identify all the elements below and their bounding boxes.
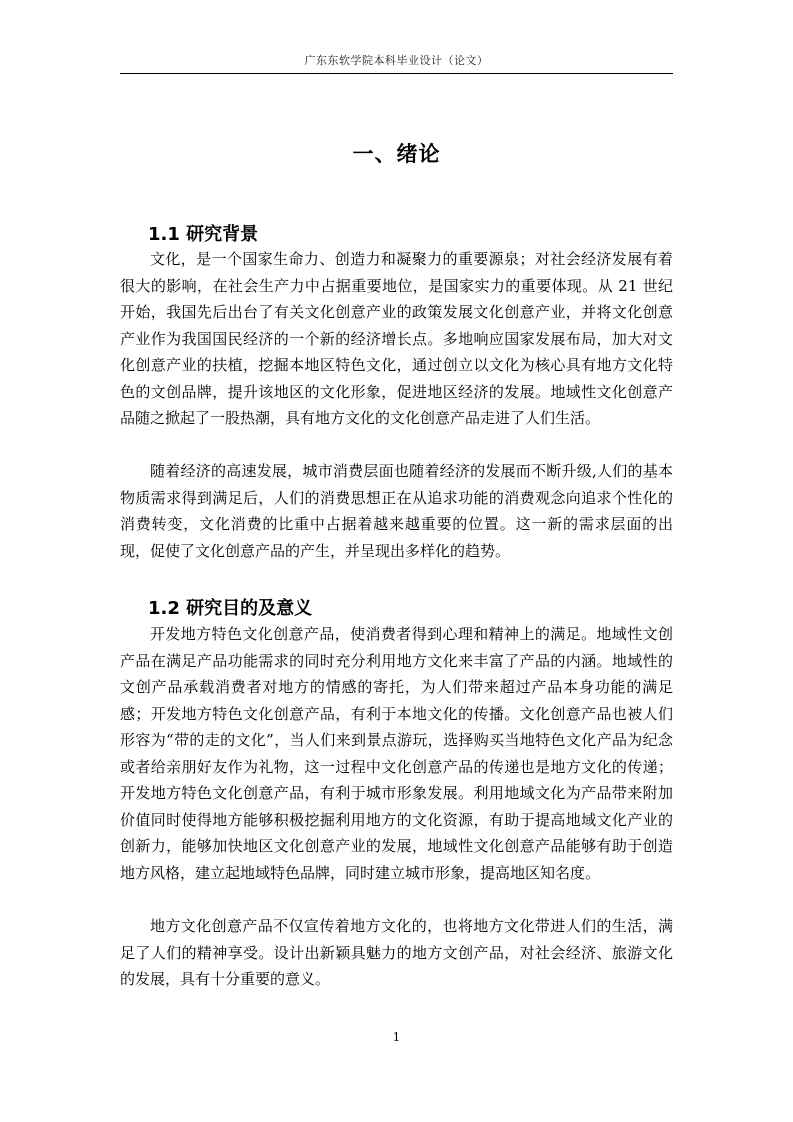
page-number: 1 bbox=[392, 1030, 401, 1044]
section-heading-1-2: 1.2 研究目的及意义 bbox=[148, 598, 313, 619]
header-rule bbox=[120, 73, 673, 74]
paragraph-1-1-a: 文化，是一个国家生命力、创造力和凝聚力的重要源泉；对社会经济发展有着很大的影响，在社会生产力中占据重要地位，是国家实力的重要体现。从 21 世纪开始，我国先后出台了有关文化创意产业的政策发展文化创意产业，并将文化创意产业作为我国国民经济的一个新的经济增长点。多地响应国家发展布局，加大对文化创意产业的扶植，挖掘本地区特色文化，通过创立以文化为核心具有地方文化特色的文创品牌，提升该地区的文化形象，促进地区经济的发展。地域性文化创意产品随之掀起了一股热潮，具有地方文化的文化创意产品走进了人们生活。 bbox=[120, 250, 673, 427]
paragraph-1-1-b: 随着经济的高速发展，城市消费层面也随着经济的发展而不断升级,人们的基本物质需求得到满足后，人们的消费思想正在从追求功能的消费观念向追求个性化的消费转变，文化消费的比重中占据着越来越重要的位置。这一新的需求层面的出现，促使了文化创意产品的产生，并呈现出多样化的趋势。 bbox=[120, 462, 673, 560]
paragraph-1-2-a: 开发地方特色文化创意产品，使消费者得到心理和精神上的满足。地域性文创产品在满足产品功能需求的同时充分利用地方文化来丰富了产品的内涵。地域性的文创产品承载消费者对地方的情感的寄托，为人们带来超过产品本身功能的满足感；开发地方特色文化创意产品，有利于本地文化的传播。文化创意产品也被人们形容为“带的走的文化”，当人们来到景点游玩，选择购买当地特色文化产品为纪念或者给亲朋好友作为礼物，这一过程中文化创意产品的传递也是地方文化的传递；开发地方特色文化创意产品，有利于城市形象发展。利用地域文化为产品带来附加价值同时使得地方能够积极挖掘利用地方的文化资源，有助于提高地域文化产业的创新力，能够加快地区文化创意产业的发展，地域性文化创意产品能够有助于创造地方风格，建立起地域特色品牌，同时建立城市形象，提高地区知名度。 bbox=[120, 625, 673, 882]
paragraph-1-2-b: 地方文化创意产品不仅宣传着地方文化的，也将地方文化带进人们的生活，满足了人们的精神享受。设计出新颖具魅力的地方文创产品，对社会经济、旅游文化的发展，具有十分重要的意义。 bbox=[120, 917, 673, 988]
section-heading-1-1: 1.1 研究背景 bbox=[148, 224, 259, 245]
page-header: 广东东软学院本科毕业设计（论文） bbox=[304, 54, 489, 67]
chapter-title: 一、绪论 bbox=[352, 142, 441, 166]
